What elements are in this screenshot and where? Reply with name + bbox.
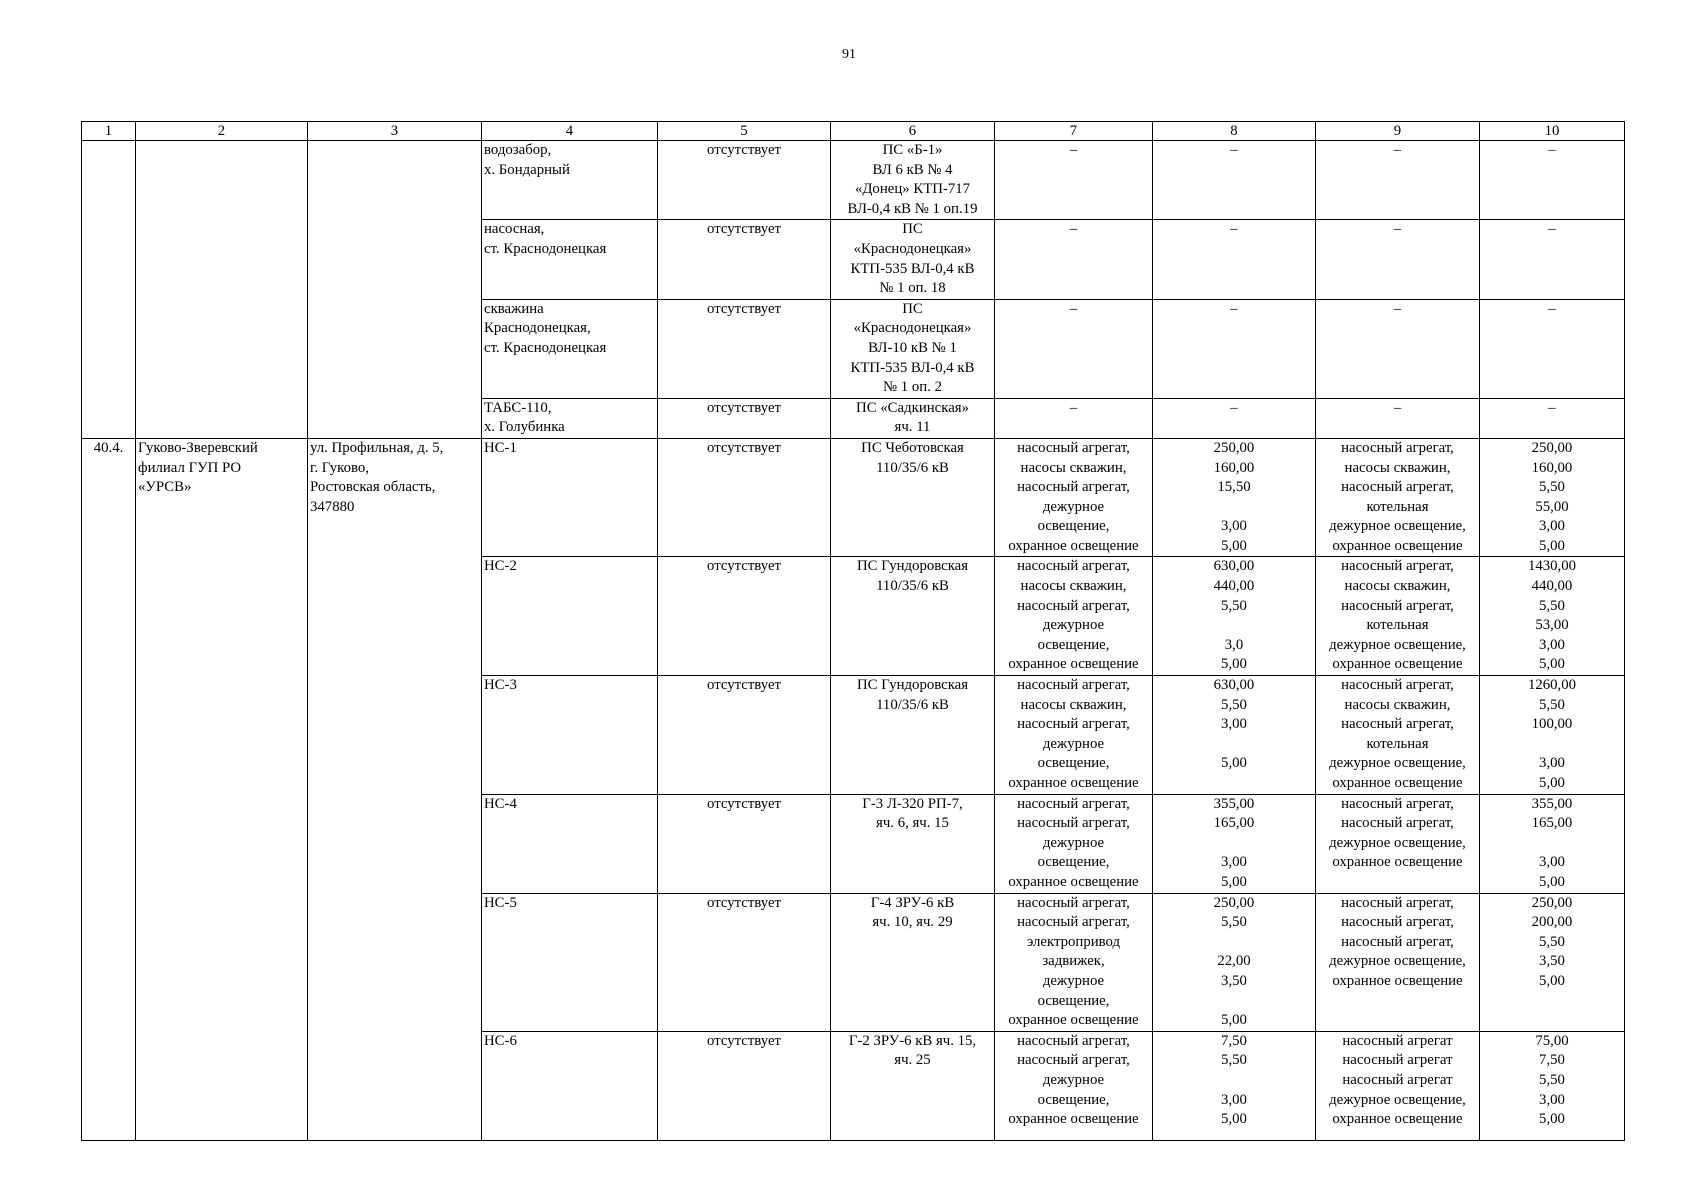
- required-value-line: [1482, 992, 1622, 1012]
- required-value-line: 5,50: [1539, 597, 1565, 614]
- required-category-cell: [1316, 557, 1480, 676]
- source-line: ПС: [902, 300, 923, 317]
- address-cell-empty: [308, 141, 482, 439]
- load-value-line: 5,00: [1221, 537, 1247, 554]
- dash-cell: –: [995, 299, 1153, 398]
- status-cell: отсутствует: [658, 676, 831, 795]
- load-category-line: насосы скважин,: [1020, 696, 1127, 713]
- source-line: ПС «Садкинская»: [856, 399, 969, 416]
- address-line: ул. Профильная, д. 5,: [310, 439, 444, 456]
- object-cell: НС-3: [482, 676, 658, 795]
- load-category-line: освещение,: [1037, 636, 1110, 653]
- load-category-line: охранное освещение: [1008, 1111, 1139, 1128]
- required-value-line: 5,50: [1539, 1071, 1565, 1088]
- required-value-line: 1430,00: [1527, 558, 1577, 575]
- load-category-line: охранное освещение: [1008, 775, 1139, 791]
- column-number-cell: 8: [1153, 122, 1316, 141]
- load-category-line: охранное освещение: [1008, 656, 1139, 673]
- dash-cell: –: [1316, 398, 1480, 438]
- load-value-line: 5,00: [1221, 755, 1247, 772]
- load-value-line: [1155, 1071, 1313, 1091]
- group-number-cell: 40.4.: [82, 438, 136, 1140]
- load-value-line: [1155, 774, 1313, 794]
- object-cell: [482, 299, 658, 398]
- dash-cell: –: [1153, 141, 1316, 220]
- required-category-line: дежурное освещение,: [1329, 953, 1466, 970]
- source-line: Г-4 ЗРУ-6 кВ: [870, 894, 955, 911]
- required-value-line: 5,50: [1539, 479, 1565, 496]
- object-line: ТАБС-110,: [484, 399, 552, 416]
- object-line: х. Голубинка: [484, 419, 565, 436]
- load-category-cell: [995, 794, 1153, 893]
- object-line: скважина: [484, 300, 544, 317]
- load-category-line: электропривод: [1026, 933, 1121, 950]
- load-category-line: дежурное: [1042, 735, 1105, 752]
- object-line: ст. Краснодонецкая: [484, 240, 607, 257]
- load-value-line: 3,0: [1224, 636, 1244, 653]
- required-category-line: насосный агрегат,: [1341, 716, 1454, 733]
- load-category-line: освещение,: [1037, 1091, 1110, 1108]
- required-value-line: 3,00: [1539, 1091, 1565, 1108]
- required-value-line: 5,00: [1539, 775, 1565, 791]
- required-value-cell: [1480, 557, 1625, 676]
- load-category-line: насосный агрегат,: [1017, 558, 1130, 575]
- required-category-line: котельная: [1366, 735, 1429, 752]
- status-cell: отсутствует: [658, 398, 831, 438]
- required-value-line: 5,00: [1539, 1111, 1565, 1128]
- load-value-line: [1155, 992, 1313, 1012]
- required-value-line: 5,00: [1539, 656, 1565, 673]
- required-value-line: 5,00: [1539, 972, 1565, 989]
- required-category-line: насосы скважин,: [1344, 459, 1451, 476]
- source-cell: [831, 893, 995, 1031]
- page-number: 91: [842, 47, 856, 62]
- source-cell: [831, 557, 995, 676]
- load-value-cell: [1153, 557, 1316, 676]
- required-category-line: охранное освещение: [1332, 775, 1463, 791]
- required-value-line: 5,50: [1539, 933, 1565, 950]
- required-category-line: [1318, 992, 1477, 1012]
- status-cell: отсутствует: [658, 794, 831, 893]
- required-category-line: насосы скважин,: [1344, 578, 1451, 595]
- load-value-line: 3,00: [1221, 1091, 1247, 1108]
- required-category-cell: [1316, 794, 1480, 893]
- load-value-cell: [1153, 1031, 1316, 1140]
- source-line: яч. 10, яч. 29: [872, 914, 953, 931]
- source-cell: [831, 676, 995, 795]
- required-category-line: насосный агрегат: [1342, 1032, 1453, 1049]
- load-category-line: насосный агрегат,: [1017, 1032, 1130, 1049]
- load-value-line: 5,50: [1221, 597, 1247, 614]
- required-category-line: насосный агрегат,: [1341, 439, 1454, 456]
- table-row: [82, 438, 1625, 557]
- source-line: «Донец» КТП-717: [854, 181, 971, 198]
- source-line: ВЛ-10 кВ № 1: [868, 339, 957, 356]
- object-cell: НС-4: [482, 794, 658, 893]
- required-category-line: насосный агрегат,: [1341, 933, 1454, 950]
- load-value-line: 5,00: [1221, 656, 1247, 673]
- address-line: г. Гуково,: [310, 459, 370, 476]
- dash-cell: –: [1480, 141, 1625, 220]
- load-value-cell: [1153, 893, 1316, 1031]
- required-value-line: 1260,00: [1527, 677, 1577, 694]
- required-category-line: насосный агрегат: [1342, 1052, 1453, 1069]
- column-number-cell: 3: [308, 122, 482, 141]
- required-category-line: насосный агрегат,: [1341, 914, 1454, 931]
- required-category-line: насосный агрегат,: [1341, 815, 1454, 832]
- dash-cell: –: [1480, 398, 1625, 438]
- object-cell: [482, 220, 658, 299]
- object-line: водозабор,: [484, 142, 552, 158]
- required-value-cell: [1480, 438, 1625, 557]
- required-value-line: 160,00: [1531, 459, 1573, 476]
- column-number-cell: 4: [482, 122, 658, 141]
- source-line: ПС Гундоровская: [856, 558, 969, 575]
- required-value-line: 75,00: [1535, 1032, 1569, 1049]
- source-line: яч. 25: [894, 1052, 931, 1069]
- required-value-line: [1482, 1011, 1622, 1031]
- required-category-cell: [1316, 676, 1480, 795]
- status-cell: отсутствует: [658, 220, 831, 299]
- source-line: ПС: [902, 221, 923, 238]
- source-line: Г-2 ЗРУ-6 кВ яч. 15,: [848, 1032, 977, 1049]
- load-value-line: 250,00: [1213, 894, 1255, 911]
- load-category-cell: [995, 1031, 1153, 1140]
- object-line: насосная,: [484, 221, 545, 238]
- status-cell: отсутствует: [658, 893, 831, 1031]
- required-value-line: [1482, 735, 1622, 755]
- column-number-cell: 7: [995, 122, 1153, 141]
- required-value-line: 200,00: [1531, 914, 1573, 931]
- dash-cell: –: [1480, 220, 1625, 299]
- source-line: Г-3 Л-320 РП-7,: [862, 795, 963, 812]
- column-number-cell: 5: [658, 122, 831, 141]
- load-value-line: 5,00: [1221, 873, 1247, 890]
- table-row: [82, 141, 1625, 220]
- load-value-line: 5,00: [1221, 1012, 1247, 1029]
- load-category-line: насосный агрегат,: [1017, 815, 1130, 832]
- status-cell: отсутствует: [658, 438, 831, 557]
- organization-line: филиал ГУП РО: [138, 459, 242, 476]
- load-value-line: [1155, 834, 1313, 854]
- load-category-line: насосный агрегат,: [1017, 479, 1130, 496]
- load-category-line: насосный агрегат,: [1017, 716, 1130, 733]
- column-number-cell: 10: [1480, 122, 1625, 141]
- load-category-line: освещение,: [1037, 854, 1110, 871]
- load-category-line: насосы скважин,: [1020, 459, 1127, 476]
- required-category-line: насосы скважин,: [1344, 696, 1451, 713]
- required-category-line: котельная: [1366, 498, 1429, 515]
- load-category-line: задвижек,: [1042, 953, 1105, 970]
- load-category-cell: [995, 557, 1153, 676]
- load-category-line: насосный агрегат,: [1017, 894, 1130, 911]
- load-value-line: [1155, 616, 1313, 636]
- required-value-line: 53,00: [1535, 617, 1569, 634]
- object-cell: НС-6: [482, 1031, 658, 1140]
- object-cell: НС-5: [482, 893, 658, 1031]
- object-line: Краснодонецкая,: [484, 320, 591, 337]
- source-line: «Краснодонецкая»: [853, 240, 972, 257]
- source-line: КТП-535 ВЛ-0,4 кВ: [850, 260, 975, 277]
- load-value-line: 165,00: [1213, 815, 1255, 832]
- required-value-line: 3,00: [1539, 755, 1565, 772]
- load-value-line: 3,50: [1221, 972, 1247, 989]
- required-category-line: дежурное освещение,: [1329, 834, 1466, 851]
- source-cell: [831, 220, 995, 299]
- load-category-line: насосный агрегат,: [1017, 795, 1130, 812]
- source-line: яч. 11: [894, 419, 931, 436]
- required-category-cell: [1316, 1031, 1480, 1140]
- address-line: 347880: [310, 498, 355, 515]
- source-cell: [831, 794, 995, 893]
- dash-cell: –: [1316, 299, 1480, 398]
- required-category-line: насосный агрегат,: [1341, 597, 1454, 614]
- load-value-line: 15,50: [1217, 479, 1251, 496]
- group-num-cell-empty: [82, 141, 136, 439]
- object-cell: НС-1: [482, 438, 658, 557]
- load-category-line: насосы скважин,: [1020, 578, 1127, 595]
- source-line: ВЛ-0,4 кВ № 1 оп.19: [847, 200, 978, 217]
- load-category-line: дежурное: [1042, 617, 1105, 634]
- load-value-line: 3,00: [1221, 716, 1247, 733]
- source-line: 110/35/6 кВ: [876, 696, 949, 713]
- org-cell-empty: [136, 141, 308, 439]
- load-category-line: освещение,: [1037, 755, 1110, 772]
- load-category-line: охранное освещение: [1008, 537, 1139, 554]
- load-category-line: насосный агрегат,: [1017, 1052, 1130, 1069]
- required-value-cell: [1480, 794, 1625, 893]
- dash-cell: –: [995, 141, 1153, 220]
- required-category-cell: [1316, 893, 1480, 1031]
- object-cell: [482, 141, 658, 220]
- required-category-line: насосный агрегат,: [1341, 479, 1454, 496]
- source-line: 110/35/6 кВ: [876, 459, 949, 476]
- load-category-cell: [995, 893, 1153, 1031]
- load-category-cell: [995, 676, 1153, 795]
- dash-cell: –: [995, 220, 1153, 299]
- load-value-line: [1155, 735, 1313, 755]
- load-value-line: 3,00: [1221, 854, 1247, 871]
- column-number-cell: 9: [1316, 122, 1480, 141]
- status-cell: отсутствует: [658, 141, 831, 220]
- required-value-cell: [1480, 676, 1625, 795]
- source-line: № 1 оп. 18: [879, 280, 946, 297]
- source-line: «Краснодонецкая»: [853, 320, 972, 337]
- load-category-cell: [995, 438, 1153, 557]
- required-category-line: котельная: [1366, 617, 1429, 634]
- load-category-line: насосный агрегат,: [1017, 914, 1130, 931]
- source-line: ВЛ 6 кВ № 4: [872, 161, 953, 178]
- source-line: 110/35/6 кВ: [876, 578, 949, 595]
- load-value-line: 630,00: [1213, 677, 1255, 694]
- load-category-line: дежурное: [1042, 972, 1105, 989]
- required-value-line: 3,00: [1539, 636, 1565, 653]
- column-number-cell: 1: [82, 122, 136, 141]
- required-value-line: 5,00: [1539, 537, 1565, 554]
- load-category-line: дежурное: [1042, 1071, 1105, 1088]
- dash-cell: –: [995, 398, 1153, 438]
- object-line: ст. Краснодонецкая: [484, 339, 607, 356]
- required-category-line: насосный агрегат,: [1341, 894, 1454, 911]
- required-category-line: дежурное освещение,: [1329, 1091, 1466, 1108]
- required-value-cell: [1480, 893, 1625, 1031]
- required-value-line: 355,00: [1531, 795, 1573, 812]
- load-value-line: 5,50: [1221, 696, 1247, 713]
- load-value-line: 5,00: [1221, 1111, 1247, 1128]
- source-cell: [831, 299, 995, 398]
- address-cell: [308, 438, 482, 1140]
- load-value-line: 5,50: [1221, 914, 1247, 931]
- required-category-cell: [1316, 438, 1480, 557]
- source-line: № 1 оп. 2: [882, 379, 943, 396]
- organization-line: Гуково-Зверевский: [138, 439, 258, 456]
- dash-cell: –: [1153, 299, 1316, 398]
- required-value-line: 5,50: [1539, 696, 1565, 713]
- dash-cell: –: [1153, 220, 1316, 299]
- required-category-line: дежурное освещение,: [1329, 636, 1466, 653]
- source-cell: [831, 398, 995, 438]
- required-category-line: насосный агрегат: [1342, 1071, 1453, 1088]
- header-row: [82, 122, 1625, 141]
- load-value-line: 630,00: [1213, 558, 1255, 575]
- required-category-line: [1318, 1011, 1477, 1031]
- source-line: яч. 6, яч. 15: [876, 815, 949, 832]
- required-category-line: насосный агрегат,: [1341, 558, 1454, 575]
- load-value-line: 3,00: [1221, 518, 1247, 535]
- required-value-line: 3,50: [1539, 953, 1565, 970]
- load-value-line: 250,00: [1213, 439, 1255, 456]
- address-line: Ростовская область,: [310, 479, 436, 496]
- object-cell: [482, 398, 658, 438]
- source-line: ПС «Б-1»: [882, 142, 943, 158]
- required-value-line: 3,00: [1539, 518, 1565, 535]
- status-cell: отсутствует: [658, 299, 831, 398]
- object-line: х. Бондарный: [484, 161, 570, 178]
- load-value-cell: [1153, 794, 1316, 893]
- required-value-line: 250,00: [1531, 439, 1573, 456]
- source-cell: [831, 438, 995, 557]
- load-category-line: охранное освещение: [1008, 873, 1139, 890]
- source-line: КТП-535 ВЛ-0,4 кВ: [850, 359, 975, 376]
- load-value-line: 7,50: [1221, 1032, 1247, 1049]
- required-category-line: [1318, 873, 1477, 893]
- required-value-line: 7,50: [1539, 1052, 1565, 1069]
- required-value-line: 165,00: [1531, 815, 1573, 832]
- load-category-line: освещение,: [1037, 992, 1110, 1009]
- dash-cell: –: [1316, 141, 1480, 220]
- load-value-cell: [1153, 438, 1316, 557]
- load-category-line: дежурное: [1042, 834, 1105, 851]
- load-value-line: [1155, 498, 1313, 518]
- load-value-line: 22,00: [1217, 953, 1251, 970]
- load-value-line: 5,50: [1221, 1052, 1247, 1069]
- load-category-line: насосный агрегат,: [1017, 439, 1130, 456]
- required-category-line: охранное освещение: [1332, 972, 1463, 989]
- organization-cell: [136, 438, 308, 1140]
- required-value-line: 3,00: [1539, 854, 1565, 871]
- data-table: [81, 121, 1625, 1141]
- source-cell: [831, 141, 995, 220]
- load-category-line: дежурное: [1042, 498, 1105, 515]
- source-line: ПС Чеботовская: [861, 439, 964, 456]
- object-cell: НС-2: [482, 557, 658, 676]
- load-value-line: [1155, 933, 1313, 953]
- load-value-line: 355,00: [1213, 795, 1255, 812]
- source-line: ПС Гундоровская: [856, 677, 969, 694]
- required-category-line: охранное освещение: [1332, 854, 1463, 871]
- load-category-line: насосный агрегат,: [1017, 677, 1130, 694]
- organization-line: «УРСВ»: [138, 479, 192, 496]
- dash-cell: –: [1480, 299, 1625, 398]
- load-value-line: 160,00: [1213, 459, 1255, 476]
- load-category-line: освещение,: [1037, 518, 1110, 535]
- required-category-line: насосный агрегат,: [1341, 677, 1454, 694]
- required-category-line: насосный агрегат,: [1341, 795, 1454, 812]
- required-value-line: 5,00: [1539, 873, 1565, 890]
- required-category-line: дежурное освещение,: [1329, 518, 1466, 535]
- required-value-cell: [1480, 1031, 1625, 1140]
- required-category-line: охранное освещение: [1332, 1111, 1463, 1128]
- source-cell: [831, 1031, 995, 1140]
- status-cell: отсутствует: [658, 557, 831, 676]
- required-category-line: охранное освещение: [1332, 537, 1463, 554]
- column-number-cell: 6: [831, 122, 995, 141]
- dash-cell: –: [1316, 220, 1480, 299]
- required-value-line: 440,00: [1531, 578, 1573, 595]
- column-number-cell: 2: [136, 122, 308, 141]
- dash-cell: –: [1153, 398, 1316, 438]
- status-cell: отсутствует: [658, 1031, 831, 1140]
- load-category-line: охранное освещение: [1008, 1012, 1139, 1029]
- required-value-line: 100,00: [1531, 716, 1573, 733]
- required-category-line: дежурное освещение,: [1329, 755, 1466, 772]
- load-category-line: насосный агрегат,: [1017, 597, 1130, 614]
- load-value-line: 440,00: [1213, 578, 1255, 595]
- required-value-line: 250,00: [1531, 894, 1573, 911]
- load-value-cell: [1153, 676, 1316, 795]
- required-value-line: [1482, 834, 1622, 854]
- required-category-line: охранное освещение: [1332, 656, 1463, 673]
- required-value-line: 55,00: [1535, 498, 1569, 515]
